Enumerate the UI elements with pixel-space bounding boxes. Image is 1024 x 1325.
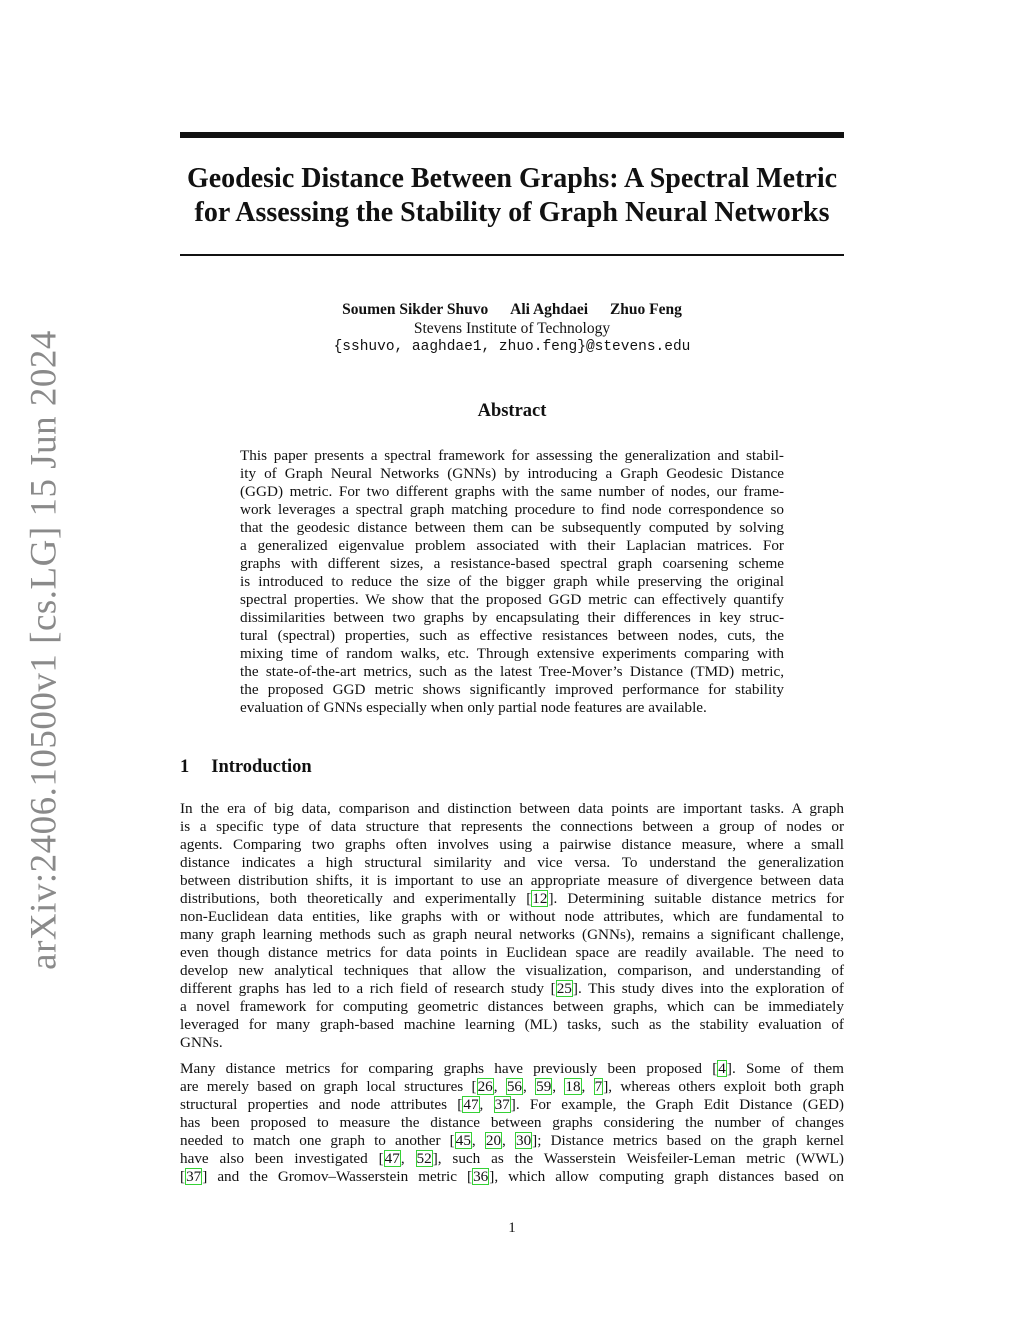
author-name: Zhuo Feng (609, 301, 682, 318)
citation-link[interactable]: 37 (494, 1096, 510, 1113)
text-run: . For example, the Graph Edit Distance (GED) (515, 1096, 844, 1113)
text-run: have also been investigated (180, 1150, 379, 1167)
citation-link[interactable]: 4 (718, 1060, 726, 1077)
text-run: . Determining suitable distance metrics for (553, 890, 844, 907)
text-run: structural properties and node attributes (180, 1096, 458, 1113)
author-name: Soumen Sikder Shuvo (342, 301, 489, 318)
paragraph-line: is a specific type of data structure that represents the connections between a group of nodes or (180, 818, 844, 835)
citation-link[interactable]: 47 (463, 1096, 479, 1113)
intro-paragraph-1 (180, 800, 844, 1052)
abstract-line: This paper presents a spectral framework for assessing the generalization and stabil- (240, 447, 784, 464)
abstract-line: dissimilarities between two graphs by encapsulating their differences in key struc- (240, 609, 784, 626)
abstract-line: mixing time of random walks, etc. Through extensive experiments comparing with (240, 645, 784, 662)
text-run: , which allow computing graph distances based on (494, 1168, 844, 1185)
paragraph-line: are merely based on graph local structures [26, 56, 59, 18, 7], whereas others exploit both graph (180, 1078, 845, 1095)
paragraph-line: develop new analytical techniques that allow the visualization, comparison, and understanding of (180, 962, 844, 979)
author-block (180, 300, 844, 357)
abstract-line: graphs with different sizes, a resistance-based spectral graph coarsening scheme (240, 555, 784, 572)
citation-link[interactable]: 59 (536, 1078, 552, 1095)
paragraph-line: a novel framework for computing geometric distances between graphs, which can be immediately (180, 998, 844, 1015)
abstract-line: spectral properties. We show that the proposed GGD metric can effectively quantify (240, 591, 784, 608)
title-rule-top (180, 132, 844, 138)
text-run: needed to match one graph to another (180, 1132, 450, 1149)
citation-link[interactable]: 56 (506, 1078, 523, 1095)
abstract-line: tural (spectral) properties, such as effective resistances between nodes, cuts, the (240, 627, 784, 644)
citation-link[interactable]: 12 (532, 890, 548, 907)
paragraph-line: needed to match one graph to another [45, 20, 30]; Distance metrics based on the graph kernel (180, 1132, 845, 1149)
arxiv-identifier-stamp: arXiv:2406.10500v1 [cs.LG] 15 Jun 2024 (23, 330, 65, 970)
text-run: distributions, both theoretically and experimentally (180, 890, 527, 907)
text-run: and the Gromov–Wasserstein metric (207, 1168, 467, 1185)
text-run: are merely based on graph local structures (180, 1078, 472, 1095)
paragraph-line: even though distance metrics for data points in Euclidean space are readily available. The need to (180, 944, 844, 961)
author-email: {sshuvo, aaghdae1, zhuo.feng}@stevens.edu (333, 339, 691, 355)
citation-link[interactable]: 47 (384, 1150, 400, 1167)
citation-link[interactable]: 26 (477, 1078, 493, 1095)
text-run: different graphs has led to a rich field of research study (180, 980, 551, 997)
title-rule-bottom (180, 254, 844, 256)
paragraph-line: distance indicates a high structural similarity and vice versa. To understand the generalization (180, 854, 844, 871)
citation-link[interactable]: 45 (455, 1132, 471, 1149)
author-affiliation: Stevens Institute of Technology (413, 320, 611, 337)
intro-paragraph-2 (180, 1060, 844, 1186)
text-run: ; Distance metrics based on the graph kernel (537, 1132, 845, 1149)
abstract-heading: Abstract (477, 401, 547, 421)
citation-link[interactable]: 30 (515, 1132, 532, 1149)
paragraph-line: non-Euclidean data entities, like graphs with or without node attributes, which are fundamental to (180, 908, 844, 925)
text-run: , whereas others exploit both graph (608, 1078, 845, 1095)
abstract-line: a generalized eigenvalue problem associated with their Laplacian matrices. For (240, 537, 784, 554)
abstract-line: (GGD) metric. For two different graphs with the same number of nodes, our frame- (240, 483, 784, 500)
text-run: , such as the Wasserstein Weisfeiler-Leman metric (WWL) (437, 1150, 844, 1167)
paragraph-line: structural properties and node attributes [47, 37]. For example, the Graph Edit Distance (GED) (180, 1096, 844, 1113)
paragraph-line: Many distance metrics for comparing graphs have previously been proposed [4]. Some of them (180, 1060, 844, 1077)
abstract-line: work leverages a spectral graph matching procedure to find node correspondence so (240, 501, 784, 518)
citation-link[interactable]: 18 (565, 1078, 581, 1095)
abstract-line: ity of Graph Neural Networks (GNNs) by introducing a Graph Geodesic Distance (240, 465, 784, 482)
citation-link[interactable]: 7 (594, 1078, 603, 1095)
section-heading (180, 757, 312, 778)
paragraph-line: different graphs has led to a rich field of research study [25]. This study dives into the exploration of (180, 980, 844, 997)
paragraph-line: [37] and the Gromov–Wasserstein metric [36], which allow computing graph distances based on (180, 1168, 844, 1185)
paragraph-line: has been proposed to measure the distance between graphs considering the number of changes (180, 1114, 844, 1131)
paragraph-line: leveraged for many graph-based machine learning (ML) tasks, such as the stability evaluation of (180, 1016, 844, 1033)
abstract-line: the state-of-the-art metrics, such as the latest Tree-Mover’s Distance (TMD) metric, (240, 663, 784, 680)
author-names (180, 300, 844, 319)
section-title: Introduction (211, 757, 312, 777)
abstract-body (240, 447, 784, 717)
citation-link[interactable]: 20 (485, 1132, 502, 1149)
paragraph-line: GNNs. (180, 1034, 223, 1051)
paragraph-line: distributions, both theoretically and experimentally [12]. Determining suitable distance metrics for (180, 890, 844, 907)
paragraph-line: agents. Comparing two graphs often involves using a pairwise distance measure, where a small (180, 836, 844, 853)
page-number: 1 (508, 1220, 516, 1236)
citation-link[interactable]: 36 (473, 1168, 489, 1185)
text-run: Many distance metrics for comparing graphs have previously been proposed (180, 1060, 713, 1077)
author-name: Ali Aghdaei (510, 301, 589, 318)
abstract-line: evaluation of GNNs especially when only partial node features are available. (240, 699, 707, 716)
citation-link[interactable]: 25 (556, 980, 572, 997)
paragraph-line: between distribution shifts, it is important to use an appropriate measure of divergence between data (180, 872, 844, 889)
title-line: for Assessing the Stability of Graph Neural Networks (194, 197, 830, 228)
paper-title (150, 162, 874, 230)
abstract-line: that the geodesic distance between them can be subsequently computed by solving (240, 519, 784, 536)
paragraph-line: have also been investigated [47, 52], such as the Wasserstein Weisfeiler-Leman metric (WWL) (180, 1150, 844, 1167)
text-run: . Some of them (731, 1060, 844, 1077)
text-run: . This study dives into the exploration of (577, 980, 844, 997)
citation-link[interactable]: 37 (186, 1168, 202, 1185)
citation-link[interactable]: 52 (416, 1150, 432, 1167)
abstract-line: is introduced to reduce the size of the bigger graph while preserving the original (240, 573, 784, 590)
section-number: 1 (180, 757, 190, 777)
paragraph-line: In the era of big data, comparison and distinction between data points are important tasks. A graph (180, 800, 844, 817)
paragraph-line: many graph learning methods such as graph neural networks (GNNs), remains a significant challenge, (180, 926, 844, 943)
abstract-line: the proposed GGD metric shows significantly improved performance for stability (240, 681, 784, 698)
title-line: Geodesic Distance Between Graphs: A Spectral Metric (186, 163, 838, 194)
